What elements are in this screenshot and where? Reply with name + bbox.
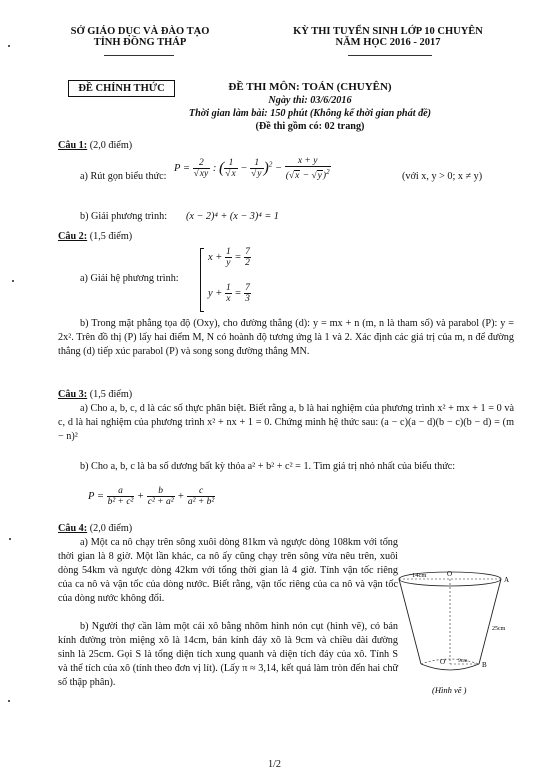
- header-left: [40, 26, 240, 48]
- exam-title: ĐỀ THI MÔN: TOÁN (CHUYÊN): [228, 81, 392, 93]
- q1-formula: P = $\frac{2}{√xy}$ : ( $\frac{1}{√x}$ − $\frac{1}{√y}$ )$^2$ − $\frac{x + y}{(√x - √y)^2}$: [174, 156, 330, 182]
- q1-b-equation: (x − 2)⁴ + (x − 3)⁴ = 1: [186, 211, 279, 222]
- label-bottom-radius: 9cm: [458, 658, 468, 664]
- q4-points: (2,0 điểm): [87, 523, 133, 534]
- exam-date: Ngày thi: 03/6/2016: [268, 95, 352, 106]
- scan-dot: [8, 700, 10, 702]
- q1-a-prefix: a) Rút gọn biểu thức:: [80, 171, 167, 182]
- system-brace: [200, 248, 204, 312]
- q3-formula: P = $\frac{a}{\text{b² + c²}}$ + $\frac{b}{\text{c² + a²}}$ + $\frac{c}{\text{a² + b²}}$: [88, 486, 215, 507]
- province-name: TỈNH ĐỒNG THÁP: [93, 37, 187, 48]
- label-b: B: [482, 661, 487, 669]
- page-number: 1/2: [268, 759, 282, 770]
- q2-points: (1,5 điểm): [87, 231, 133, 242]
- label-a: A: [504, 576, 510, 584]
- q1-heading: [58, 139, 132, 153]
- left-side: [399, 579, 421, 664]
- q1-b-prefix: b) Giải phương trình:: [80, 211, 168, 222]
- q4-heading: [58, 522, 132, 536]
- label-top-radius: 14cm: [412, 572, 427, 579]
- bucket-figure: [396, 568, 520, 708]
- q2-system-eq1: x + $\frac{1}{y}$ = $\frac{7}{2}$: [208, 247, 250, 268]
- q2-heading: [58, 230, 132, 244]
- q2-a-prefix: a) Giải hệ phương trình:: [80, 273, 179, 284]
- q2-b-text: b) Trong mặt phẳng tọa độ (Oxy), cho đường thẳng (d): y = mx + n (m, n là tham số) và parabol (P): y = 2x². Trên đồ thị (P) lấy hai điểm M, N có hoành độ tương ứng là 1 và 2. Xác định các giá trị của m, n để đường thẳng (d) tiếp xúc parabol (P) và song song đường thẳng MN.: [58, 318, 514, 357]
- department-name: SỞ GIÁO DỤC VÀ ĐÀO TẠO: [70, 26, 210, 37]
- label-slant: 25cm: [492, 626, 506, 632]
- q3-heading: [58, 388, 132, 402]
- scan-dot: [12, 280, 14, 282]
- scan-dot: [8, 45, 10, 47]
- q4-b-text: b) Người thợ cần làm một cái xô bằng nhôm hình nón cụt (hình vẽ), có bán kính đường tròn miệng xô là 14cm, bán kính đáy xô là 9cm và chiều dài đường sinh là 25cm. Gọi S là tổng diện tích xung quanh và diện tích đáy của xô. Tính S và thể tích của xô (tính theo đơn vị lít). (Lấy π ≈ 3,14, kết quả làm tròn đến hai chữ số thập phân).: [58, 621, 398, 688]
- exam-name: KỲ THI TUYỂN SINH LỚP 10 CHUYÊN: [293, 26, 483, 37]
- q3-label: Câu 3:: [58, 389, 88, 400]
- q3-points: (1,5 điểm): [87, 389, 133, 400]
- exam-title-block: [160, 80, 460, 133]
- q1-points: (2,0 điểm): [87, 140, 133, 151]
- header-left-rule: [104, 55, 174, 56]
- figure-caption: (Hình vẽ ): [432, 685, 467, 695]
- q2-system-eq2: y + $\frac{1}{x}$ = $\frac{7}{3}$: [208, 283, 250, 304]
- q3-b-text: b) Cho a, b, c là ba số dương bất kỳ thỏa a² + b² + c² = 1. Tìm giá trị nhỏ nhất của biểu thức:: [80, 461, 456, 472]
- header-right-rule: [348, 55, 432, 56]
- q3-a-text: a) Cho a, b, c, d là các số thực phân biệt. Biết rằng a, b là hai nghiệm của phương trình x² + mx + 1 = 0 và c, d là hai nghiệm của phương trình x² + nx + 1 = 0. Chứng minh hệ thức sau: (a − c)(a − d)(b − c)(b − d) = (m − n)²: [58, 403, 514, 442]
- q1-label: Câu 1:: [58, 140, 88, 151]
- q2-label: Câu 2:: [58, 231, 88, 242]
- label-o-prime: O': [440, 658, 447, 666]
- label-o: O: [447, 570, 453, 578]
- q4-label: Câu 4:: [58, 523, 88, 534]
- q4-a-text: a) Một ca nô chạy trên sông xuôi dòng 81km và ngược dòng 108km với tổng thời gian là 8 giờ. Một lần khác, ca nô ấy cũng chạy trên sông vừa nêu trên, xuôi dòng 54km và ngược dòng 42km với tổng thời gian là 4 giờ. Tính vận tốc riêng của ca nô và vận tốc của dòng nước. Biết rằng, vận tốc riêng của ca nô và vận tốc của dòng nước không đổi.: [58, 537, 398, 604]
- right-side: [479, 579, 501, 664]
- bottom-front: [421, 664, 479, 670]
- exam-pages: (Đề thi gồm có: 02 trang): [255, 121, 365, 132]
- official-stamp: ĐỀ CHÍNH THỨC: [68, 80, 175, 97]
- scan-dot: [9, 538, 11, 540]
- header-right: [268, 26, 508, 48]
- exam-duration: Thời gian làm bài: 150 phút (Không kể thời gian phát đề): [188, 108, 432, 119]
- q1-condition: (với x, y > 0; x ≠ y): [402, 171, 483, 182]
- school-year: NĂM HỌC 2016 - 2017: [335, 37, 441, 48]
